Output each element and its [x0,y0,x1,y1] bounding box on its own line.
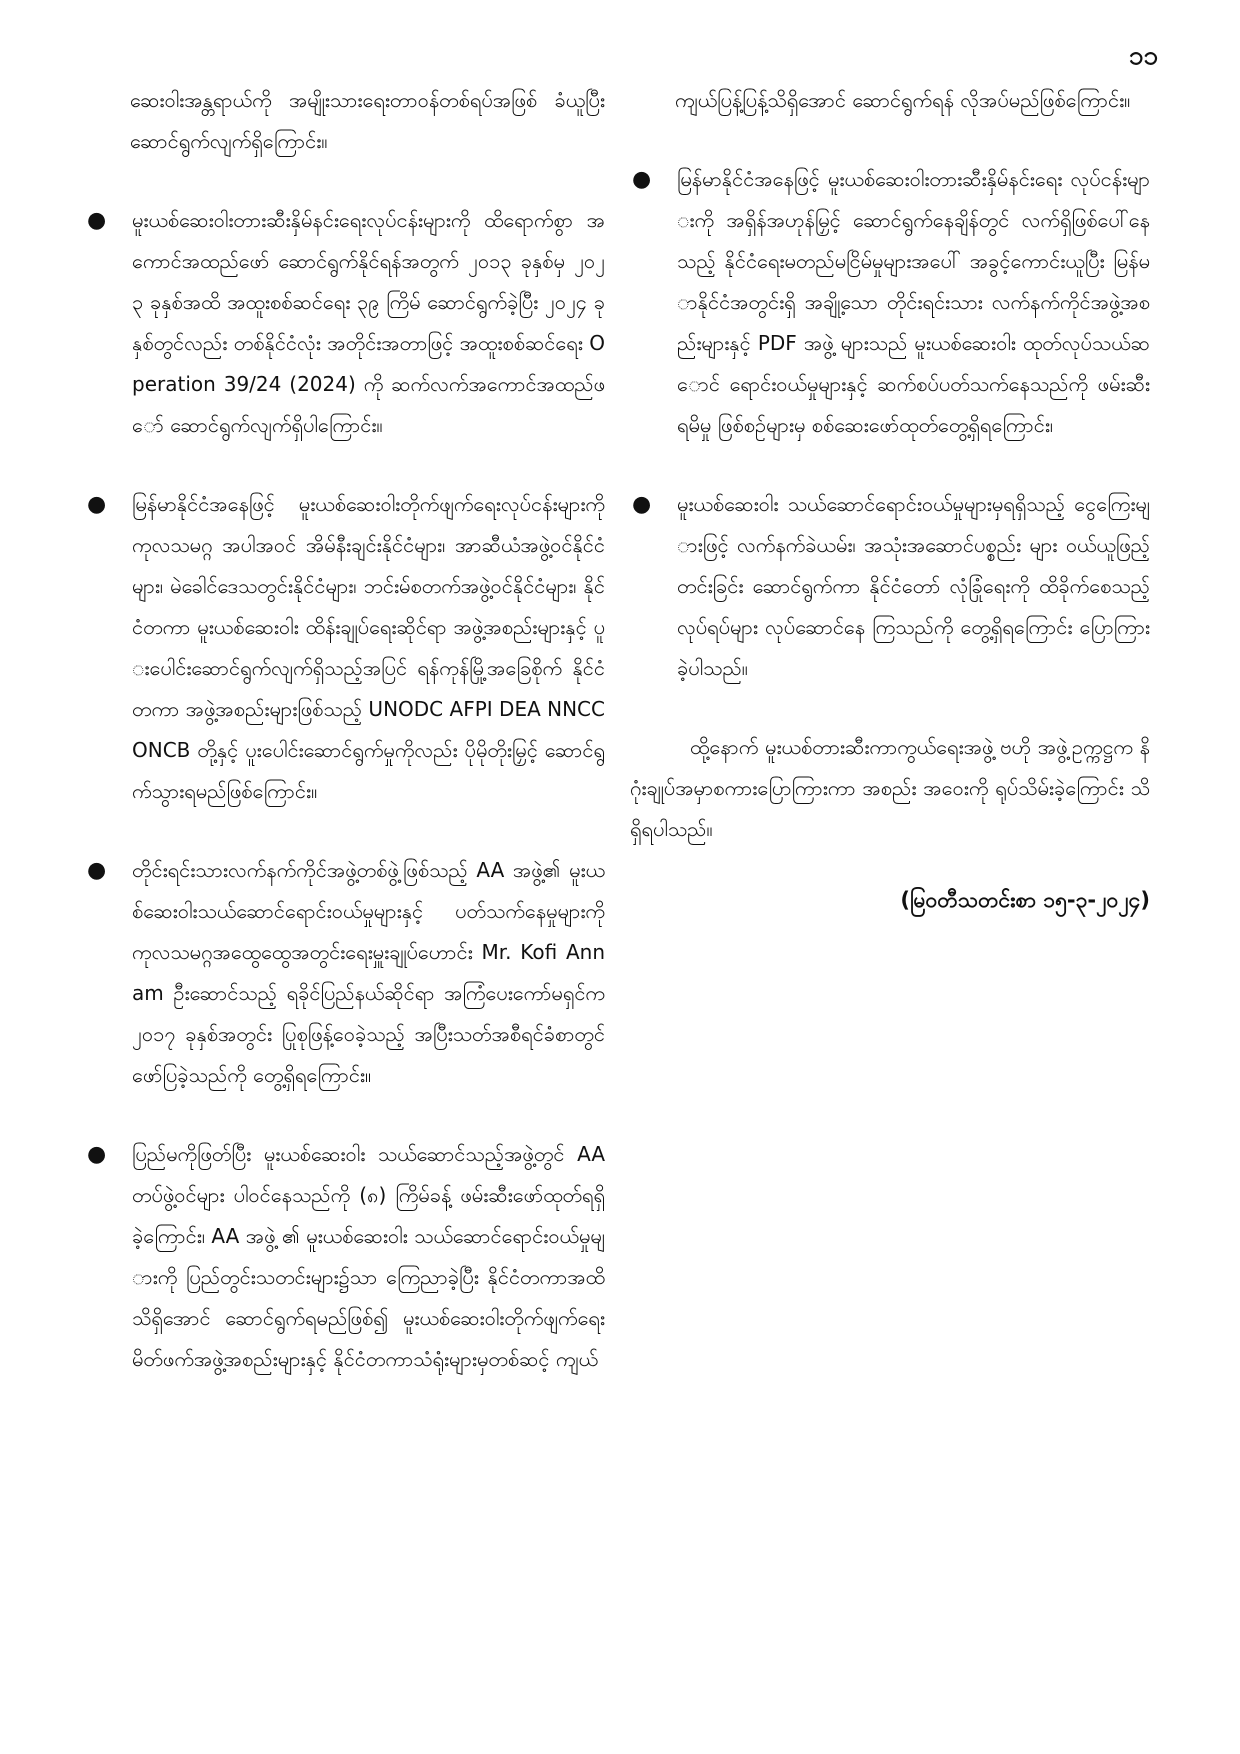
page-number: ၁၁ [1128,41,1158,71]
bullet-text: မြန်မာနိုင်ငံအနေဖြင့် မူးယစ်ဆေးဝါးတိုက်ဖျက်ရေးလုပ်ငန်းများကို ကုလသမဂ္ဂ အပါအဝင် အိမ်နီးချင်းနိုင်ငံများ၊ အာဆီယံအဖွဲ့ဝင်နိုင်ငံများ၊ မဲခေါင်ဒေသတွင်းနိုင်ငံများ၊ ဘင်းမ်စတက်အဖွဲ့ဝင်နိုင်ငံများ၊ နိုင်ငံတကာ မူးယစ်ဆေးဝါး ထိန်းချုပ်ရေးဆိုင်ရာ အဖွဲ့အစည်းများနှင့် ပူးပေါင်းဆောင်ရွက်လျက်ရှိသည့်အပြင် ရန်ကုန်မြို့အခြေစိုက် နိုင်ငံတကာ အဖွဲ့အစည်းများဖြစ်သည့် UNODC AFPI DEA NNCC ONCB တို့နှင့် ပူးပေါင်းဆောင်ရွက်မှုကိုလည်း ပိုမိုတိုးမြှင့် ဆောင်ရွက်သွားရမည်ဖြစ်ကြောင်း။ [132,492,605,803]
bullet-item [630,159,1150,446]
bullet-item [85,850,605,1096]
source-citation: (မြဝတီသတင်းစာ ၁၅-၃-၂၀၂၄) [900,888,1150,912]
bullet-icon: ● [87,1142,107,1167]
bullet-item [85,200,605,446]
bullet-icon: ● [632,492,652,517]
continued-paragraph: ကျယ်ပြန့်ပြန့်သိရှိအောင် ဆောင်ရွက်ရန် လိုအပ်မည်ဖြစ်ကြောင်း။ [675,88,1131,112]
continued-paragraph: ဆေးဝါးအန္တရာယ်ကို အမျိုးသားရေးတာဝန်တစ်ရပ်အဖြစ် ခံယူပြီး ဆောင်ရွက်လျက်ရှိကြောင်း။ [130,88,605,153]
bullet-icon: ● [87,858,107,883]
closing-paragraph: ထို့နောက် မူးယစ်တားဆီးကာကွယ်ရေးအဖွဲ့ ဗဟို အဖွဲ့ဥက္ကဋ္ဌက နိဂုံးချုပ်အမှာစကားပြောကြားကာ အစည်း အဝေးကို ရုပ်သိမ်းခဲ့ကြောင်း သိရှိရပါသည်။ [630,735,1150,841]
bullet-item [85,1134,605,1380]
bullet-text: မူးယစ်ဆေးဝါးတားဆီးနှိမ်နင်းရေးလုပ်ငန်းများကို ထိရောက်စွာ အကောင်အထည်ဖော် ဆောင်ရွက်နိုင်ရန်အတွက် ၂၀၁၃ ခုနှစ်မှ ၂၀၂၃ ခုနှစ်အထိ အထူးစစ်ဆင်ရေး ၃၉ ကြိမ် ဆောင်ရွက်ခဲ့ပြီး ၂၀၂၄ ခုနှစ်တွင်လည်း တစ်နိုင်ငံလုံး အတိုင်းအတာဖြင့် အထူးစစ်ဆင်ရေး Operation 39/24 (2024) ကို ဆက်လက်အကောင်အထည်ဖော် ဆောင်ရွက်လျက်ရှိပါကြောင်း။ [132,208,605,437]
left-column [85,80,605,1418]
right-column [630,80,1150,921]
bullet-text: မူးယစ်ဆေးဝါး သယ်ဆောင်ရောင်းဝယ်မှုများမှရရှိသည့် ငွေကြေးများဖြင့် လက်နက်ခဲယမ်း၊ အသုံးအဆောင်ပစ္စည်း များ ဝယ်ယူဖြည့်တင်းခြင်း ဆောင်ရွက်ကာ နိုင်ငံတော် လုံခြုံရေးကို ထိခိုက်စေသည့် လုပ်ရပ်များ လုပ်ဆောင်နေ ကြသည်ကို တွေ့ရှိရကြောင်း ပြောကြားခဲ့ပါသည်။ [677,492,1150,680]
bullet-icon: ● [87,492,107,517]
bullet-item [85,484,605,812]
bullet-item [630,484,1150,689]
bullet-icon: ● [87,208,107,233]
bullet-text: မြန်မာနိုင်ငံအနေဖြင့် မူးယစ်ဆေးဝါးတားဆီးနှိမ်နင်းရေး လုပ်ငန်းများကို အရှိန်အဟုန်မြှင့် ဆောင်ရွက်နေချိန်တွင် လက်ရှိဖြစ်ပေါ်နေသည့် နိုင်ငံရေးမတည်မငြိမ်မှုများအပေါ် အခွင့်ကောင်းယူပြီး မြန်မာနိုင်ငံအတွင်းရှိ အချို့သော တိုင်းရင်းသား လက်နက်ကိုင်အဖွဲ့အစည်းများနှင့် PDF အဖွဲ့ များသည် မူးယစ်ဆေးဝါး ထုတ်လုပ်သယ်ဆောင် ရောင်းဝယ်မှုများနှင့် ဆက်စပ်ပတ်သက်နေသည်ကို ဖမ်းဆီးရမိမှု ဖြစ်စဉ်များမှ စစ်ဆေးဖော်ထုတ်တွေ့ရှိရကြောင်း၊ [677,167,1150,437]
bullet-icon: ● [632,167,652,192]
bullet-text: တိုင်းရင်းသားလက်နက်ကိုင်အဖွဲ့တစ်ဖွဲ့ဖြစ်သည့် AA အဖွဲ့၏ မူးယစ်ဆေးဝါးသယ်ဆောင်ရောင်းဝယ်မှုများနှင့် ပတ်သက်နေမှုများကို ကုလသမဂ္ဂအထွေထွေအတွင်းရေးမှူးချုပ်ဟောင်း Mr. Kofi Annam ဦးဆောင်သည့် ရခိုင်ပြည်နယ်ဆိုင်ရာ အကြံပေးကော်မရှင်က ၂၀၁၇ ခုနှစ်အတွင်း ပြုစုဖြန့်ဝေခဲ့သည့် အပြီးသတ်အစီရင်ခံစာတွင် ဖော်ပြခဲ့သည်ကို တွေ့ရှိရကြောင်း။ [132,858,605,1087]
bullet-text: ပြည်မကိုဖြတ်ပြီး မူးယစ်ဆေးဝါး သယ်ဆောင်သည့်အဖွဲ့တွင် AA တပ်ဖွဲ့ဝင်များ ပါဝင်နေသည်ကို (၈) ကြိမ်ခန့် ဖမ်းဆီးဖော်ထုတ်ရရှိခဲ့ကြောင်း၊ AA အဖွဲ့ ၏ မူးယစ်ဆေးဝါး သယ်ဆောင်ရောင်းဝယ်မှုများကို ပြည်တွင်းသတင်းများ၌သာ ကြေညာခဲ့ပြီး နိုင်ငံတကာအထိ သိရှိအောင် ဆောင်ရွက်ရမည်ဖြစ်၍ မူးယစ်ဆေးဝါးတိုက်ဖျက်ရေး မိတ်ဖက်အဖွဲ့အစည်းများနှင့် နိုင်ငံတကာသံရုံးများမှတစ်ဆင့် ကျယ် [132,1142,605,1371]
